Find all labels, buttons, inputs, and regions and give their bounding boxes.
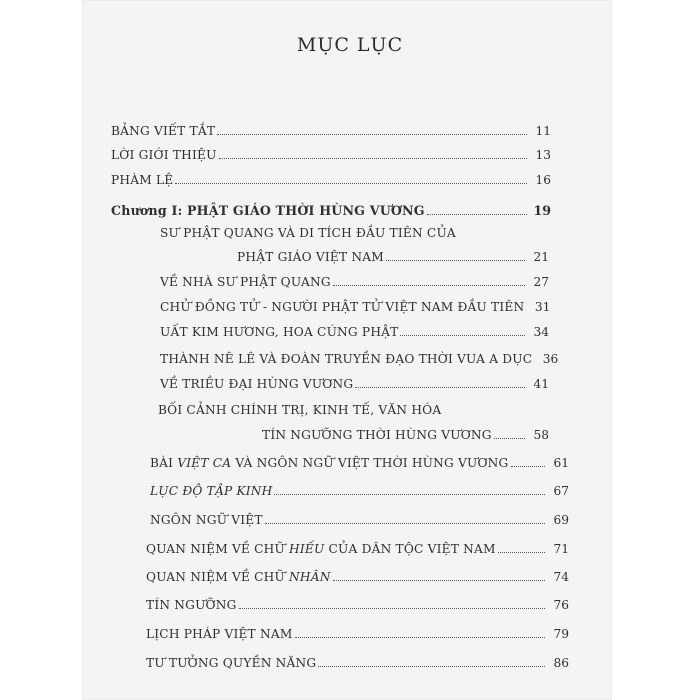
toc-entry-label xyxy=(146,542,496,556)
toc-entry-page: 74 xyxy=(553,570,569,584)
toc-entry-label-line2: PHẬT GIÁO VIỆT NAM xyxy=(237,250,384,264)
label-italic-text: NHÂN xyxy=(289,570,331,584)
toc-entry-page: 58 xyxy=(533,428,549,442)
toc-entry-power-thought xyxy=(146,656,569,670)
toc-entry-label xyxy=(146,570,331,584)
toc-entry-abbreviations xyxy=(111,124,551,138)
leader-dots xyxy=(494,437,525,439)
chapter-title: Chương I: PHẬT GIÁO THỜI HÙNG VƯƠNG xyxy=(111,203,425,218)
toc-entry-conventions xyxy=(111,173,551,187)
toc-entry-concept-nhan xyxy=(146,570,569,584)
toc-entry-thanh-ne-le xyxy=(160,352,559,366)
leader-dots xyxy=(265,522,545,524)
toc-entry-label: NGÔN NGỮ VIỆT xyxy=(150,513,263,527)
toc-entry-page: 61 xyxy=(553,456,569,470)
label-text: CỦA DÂN TỘC VIỆT NAM xyxy=(324,542,496,556)
label-text: QUAN NIỆM VỀ CHỮ xyxy=(146,542,290,556)
leader-dots xyxy=(274,493,545,495)
toc-entry-label: VỀ NHÀ SƯ PHẬT QUANG xyxy=(160,275,331,289)
toc-entry-uat-kim-huong xyxy=(160,325,549,339)
leader-dots xyxy=(386,259,525,261)
toc-entry-page: 67 xyxy=(553,484,569,498)
toc-entry-beliefs xyxy=(146,598,569,612)
leader-dots xyxy=(427,213,527,215)
toc-entry-label: BẢNG VIẾT TẮT xyxy=(111,124,216,138)
toc-entry-phat-quang-monk xyxy=(160,275,549,289)
toc-entry-viet-ca xyxy=(150,456,569,470)
label-text: QUAN NIỆM VỀ CHỮ xyxy=(146,570,290,584)
toc-entry-page: 79 xyxy=(553,627,569,641)
toc-entry-page: 36 xyxy=(542,352,559,366)
toc-entry-label: VỀ TRIỀU ĐẠI HÙNG VƯƠNG xyxy=(160,377,354,391)
toc-entry-page: 21 xyxy=(533,250,549,264)
toc-entry-page: 16 xyxy=(535,173,551,187)
leader-dots xyxy=(175,182,527,184)
toc-entry-calendar xyxy=(146,627,569,641)
toc-entry-page: 13 xyxy=(535,148,551,162)
toc-entry-luc-do-tap-kinh xyxy=(150,484,569,498)
leader-dots xyxy=(400,334,525,336)
leader-dots xyxy=(355,386,525,388)
toc-entry-introduction xyxy=(111,148,551,162)
book-page xyxy=(82,0,612,700)
toc-entry-label: LỤC ĐỘ TẬP KINH xyxy=(150,484,273,498)
toc-entry-page: 41 xyxy=(533,377,549,391)
toc-entry-phat-quang-relic xyxy=(237,250,549,264)
toc-entry-label: UẤT KIM HƯƠNG, HOA CÚNG PHẬT xyxy=(160,325,399,339)
toc-entry-page: 71 xyxy=(553,542,569,556)
toc-entry-page: 11 xyxy=(535,124,551,138)
toc-entry-label-line2: TÍN NGƯỠNG THỜI HÙNG VƯƠNG xyxy=(262,428,492,442)
leader-dots xyxy=(217,133,527,135)
label-text: BÀI xyxy=(150,456,178,470)
label-text: VÀ NGÔN NGỮ VIỆT THỜI HÙNG VƯƠNG xyxy=(231,456,509,470)
toc-entry-chu-dong-tu xyxy=(160,300,549,314)
leader-dots xyxy=(333,284,525,286)
toc-entry-label xyxy=(150,456,509,470)
toc-entry-label-line1: SƯ PHẬT QUANG VÀ DI TÍCH ĐẦU TIÊN CỦA xyxy=(160,226,456,240)
leader-dots xyxy=(333,579,545,581)
toc-entry-label: THÀNH NÊ LÊ VÀ ĐOÀN TRUYỀN ĐẠO THỜI VUA A DỤC xyxy=(160,352,533,366)
toc-entry-page: 19 xyxy=(533,203,551,218)
toc-entry-label: TƯ TƯỞNG QUYỀN NĂNG xyxy=(146,656,317,670)
leader-dots xyxy=(219,157,527,159)
toc-chapter-1 xyxy=(111,203,551,218)
toc-entry-label: CHỬ ĐỒNG TỬ - NGƯỜI PHẬT TỬ VIỆT NAM ĐẦU TIÊN xyxy=(160,300,525,314)
toc-entry-label-line1: BỐI CẢNH CHÍNH TRỊ, KINH TẾ, VĂN HÓA xyxy=(158,403,442,417)
leader-dots xyxy=(295,636,546,638)
leader-dots xyxy=(318,665,545,667)
toc-entry-page: 76 xyxy=(553,598,569,612)
toc-entry-label: LỜI GIỚI THIỆU xyxy=(111,148,217,162)
label-italic-text: VIỆT CA xyxy=(177,456,232,470)
toc-entry-page: 86 xyxy=(553,656,569,670)
leader-dots xyxy=(498,551,545,553)
toc-entry-page: 31 xyxy=(534,300,551,314)
leader-dots xyxy=(511,465,546,467)
toc-entry-concept-hieu xyxy=(146,542,569,556)
toc-entry-context-beliefs xyxy=(262,428,549,442)
label-italic-text: HIẾU xyxy=(289,542,325,556)
toc-entry-page: 34 xyxy=(533,325,549,339)
toc-entry-hung-vuong-dynasty xyxy=(160,377,549,391)
toc-entry-label: PHÀM LỆ xyxy=(111,173,174,187)
toc-entry-vietnamese-language xyxy=(150,513,569,527)
toc-entry-page: 69 xyxy=(553,513,569,527)
toc-entry-page: 27 xyxy=(533,275,549,289)
page-title: MỤC LỤC xyxy=(296,34,404,56)
leader-dots xyxy=(239,607,545,609)
toc-entry-label: LỊCH PHÁP VIỆT NAM xyxy=(146,627,293,641)
toc-entry-label: TÍN NGƯỠNG xyxy=(146,598,237,612)
